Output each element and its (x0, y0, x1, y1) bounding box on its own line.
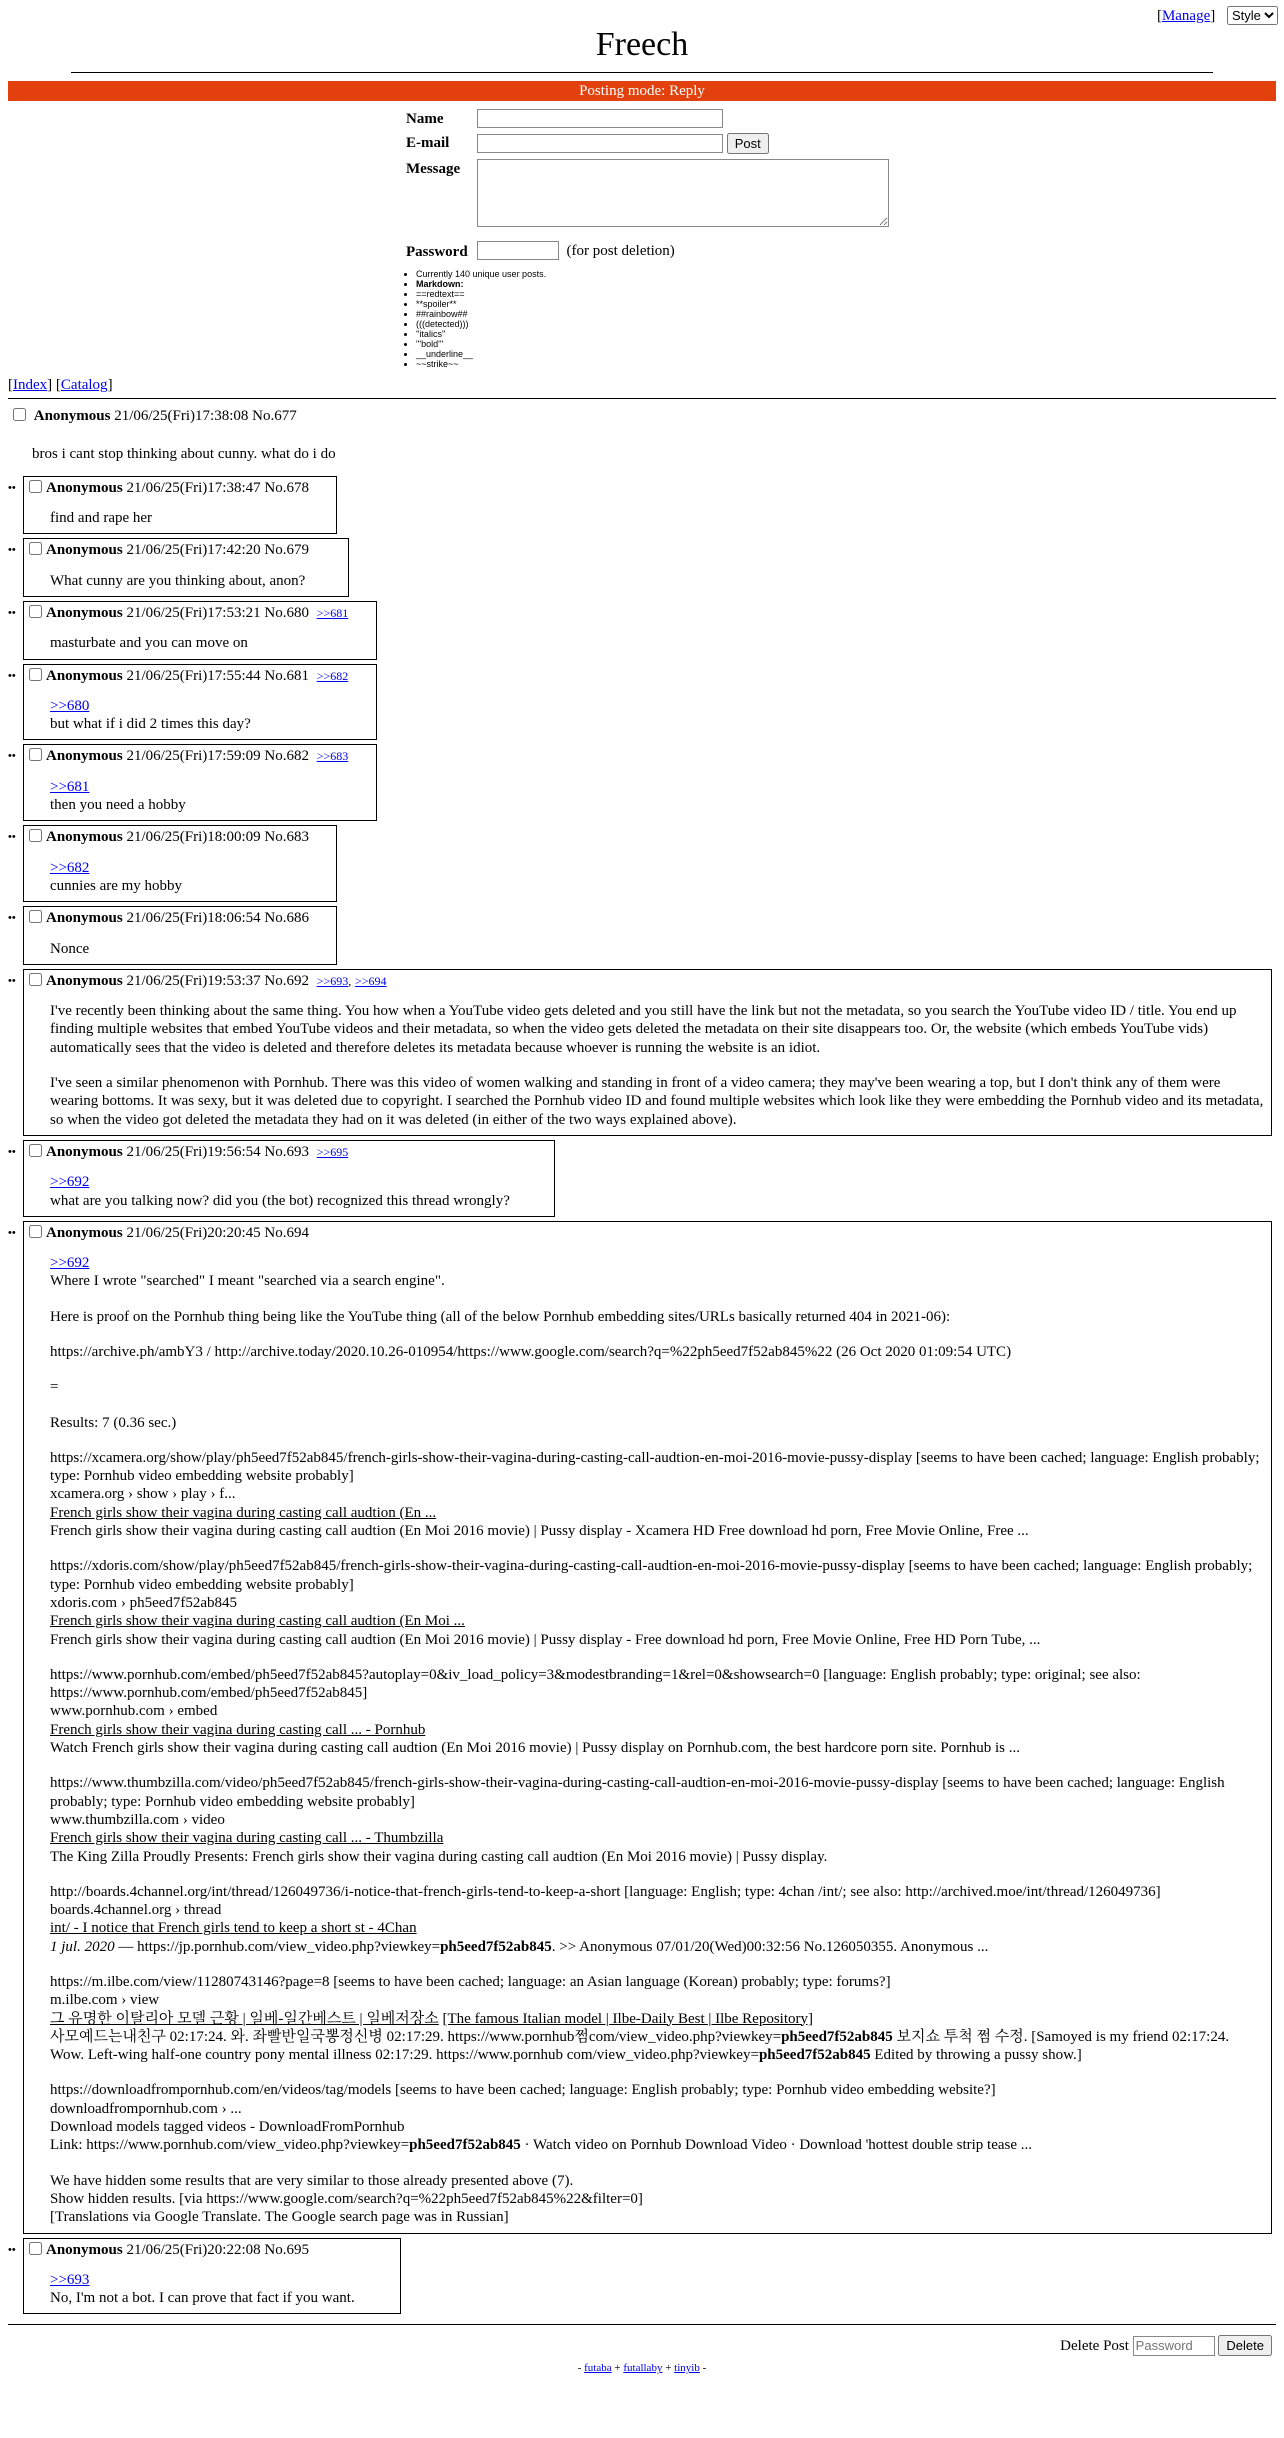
post-text: cunnies are my hobby (50, 877, 183, 894)
reply-box (23, 825, 337, 902)
post-select-checkbox[interactable] (29, 910, 42, 923)
post-message (50, 1173, 548, 1210)
reply-box (23, 1140, 555, 1217)
search-result-title: French girls show their vagina during casting call ... - Thumbzilla (50, 1830, 444, 1847)
poster-name: Anonymous (46, 748, 123, 765)
header-divider (71, 72, 1213, 73)
poster-name: Anonymous (46, 972, 123, 989)
reply-marker: •• (8, 750, 16, 763)
post-select-checkbox[interactable] (29, 542, 42, 555)
backlink[interactable]: >>695 (316, 1144, 349, 1159)
post-paragraph: https://archive.ph/ambY3 / http://archive.today/2020.10.26-010954/https://www.google.com/search?q=%22ph5eed7f52ab845%22 (26 Oct 2020 01:09:54 UTC) (50, 1343, 1012, 1360)
reply-post (8, 825, 1284, 902)
rules-item: • __underline__ (416, 349, 1284, 359)
reply-box (23, 601, 377, 660)
reply-marker: •• (8, 669, 16, 682)
quote-link[interactable]: >>680 (50, 697, 90, 714)
post-message: masturbate and you can move on (50, 635, 248, 652)
poster-name: Anonymous (33, 408, 111, 425)
post-number[interactable]: No.686 (264, 910, 309, 927)
reply-post (8, 1221, 1284, 2234)
rules-item: • Currently 140 unique user posts. (416, 269, 1284, 279)
reply-box (23, 906, 337, 965)
reply-marker: •• (8, 912, 16, 925)
post-date: 21/06/25(Fri)17:42:20 (126, 542, 261, 559)
post-paragraph: We have hidden some results that are very similar to those already presented above (7). Show hidden results. [via https://www.google.com/search?q=%22ph5eed7f52ab845%22&filter=0] [Translations via Google Translate. The Google search page was in Russian] (50, 2172, 643, 2226)
poster-name: Anonymous (46, 1224, 123, 1241)
backlink[interactable]: >>682 (316, 668, 349, 683)
reply-box (23, 1221, 1272, 2234)
index-link[interactable]: Index (13, 376, 48, 393)
password-field[interactable] (477, 241, 559, 260)
email-field[interactable] (477, 134, 723, 153)
futaba-link[interactable]: futaba (584, 2362, 612, 2375)
thread-divider (8, 398, 1276, 399)
post-number[interactable]: No.682 (264, 748, 309, 765)
rules-item: • Markdown: (416, 279, 1284, 289)
password-label: Password (406, 243, 468, 260)
poster-name: Anonymous (46, 1143, 123, 1160)
quote-link[interactable]: >>692 (50, 1174, 90, 1191)
style-select[interactable] (1227, 6, 1278, 25)
credits: - futaba + futallaby + tinyib - (577, 2362, 707, 2375)
email-label: E-mail (406, 135, 450, 152)
post-date: 21/06/25(Fri)18:06:54 (126, 910, 261, 927)
post-message (50, 2271, 394, 2308)
reply-post (8, 538, 1284, 597)
reply-box (23, 538, 349, 597)
message-label: Message (406, 161, 461, 178)
quote-link[interactable]: >>692 (50, 1255, 90, 1272)
rules-item: • ==redtext== (416, 289, 1284, 299)
futallaby-link[interactable]: futallaby (623, 2362, 663, 2375)
name-field[interactable] (477, 109, 723, 128)
reply-marker: •• (8, 1226, 16, 1239)
reply-post (8, 601, 1284, 660)
post-date: 21/06/25(Fri)17:38:47 (126, 479, 261, 496)
reply-marker: •• (8, 1145, 16, 1158)
post-message (50, 859, 330, 896)
post-paragraph: I've recently been thinking about the same thing. You how when a YouTube video gets deleted and you still have the link but not the metadata, so you search the YouTube video ID / title. You end up finding multiple websites that embed YouTube videos and their metadata, so when the video gets deleted the metadata on their site disappears too. Or, the website (which embeds YouTube vids) automatically sees that the video is deleted and therefore deletes its metadata because whoever is running the website is an idiot. (50, 1003, 1237, 1056)
post-message (50, 778, 370, 815)
reply-marker: •• (8, 974, 16, 987)
post-date: 21/06/25(Fri)17:55:44 (126, 667, 261, 684)
post-text: No, I'm not a bot. I can prove that fact if you want. (50, 2290, 355, 2307)
reply-box (23, 664, 377, 741)
search-result-title: French girls show their vagina during casting call audtion (En Moi ... (50, 1613, 465, 1630)
quote-link[interactable]: >>682 (50, 859, 90, 876)
post-message: find and rape her (50, 510, 153, 527)
posting-rules (416, 269, 1284, 369)
delete-password-field[interactable] (1133, 2336, 1215, 2356)
post-date: 21/06/25(Fri)20:22:08 (126, 2241, 261, 2258)
search-result: https://xcamera.org/show/play/ph5eed7f52ab845/french-girls-show-their-vagina-during-casting-call-audtion-en-moi-2016-movie-pussy-display [seems to have been cached; language: English probably; type: Pornhub video embedding website probably] xcamera.org › show › play › f... French girls show their vagina during casting call audtion (En ... French girls show their vagina during casting call audtion (En Moi 2016 movie) | Pussy display - Xcamera HD Free download hd porn, Free Movie Online, Free ... (50, 1449, 1260, 1540)
post-form (402, 105, 893, 265)
post-message (50, 1002, 1265, 1129)
search-result-title: French girls show their vagina during casting call ... - Pornhub (50, 1721, 426, 1738)
post-message (50, 1254, 1265, 2226)
reply-post (8, 744, 1284, 821)
post-date: 21/06/25(Fri)17:59:09 (126, 748, 261, 765)
op-post (12, 407, 1284, 464)
post-paragraph: >>692 Where I wrote "searched" I meant "searched via a search engine". (50, 1255, 445, 1290)
poster-name: Anonymous (46, 604, 123, 621)
search-result: https://www.pornhub.com/embed/ph5eed7f52ab845?autoplay=0&iv_load_policy=3&modestbranding=1&rel=0&showsearch=0 [language: English probably; type: original; see also: https://www.pornhub.com/embed/ph5eed7f52ab845] www.pornhub.com › embed French girls show their vagina during casting call ... - Pornhub Watch French girls show their vagina during casting call audtion (En Moi 2016 movie) | Pussy display on Pornhub.com, the best hardcore porn site. Pornhub is ... (50, 1666, 1141, 1757)
delete-post-label: Delete Post (1060, 2338, 1129, 2355)
post-button[interactable]: Post (727, 133, 769, 154)
footer-divider (8, 2324, 1276, 2325)
reply-marker: •• (8, 831, 16, 844)
poster-name: Anonymous (46, 2241, 123, 2258)
reply-post (8, 664, 1284, 741)
search-result: https://downloadfrompornhub.com/en/videos/tag/models [seems to have been cached; language: English probably; type: Pornhub video embedding website?] downloadfrompornhub.com › ... Download models tagged videos - DownloadFromPornhub Link: https://www.pornhub.com/view_video.php?viewkey=ph5eed7f52ab845 · Watch video on Pornhub Download Video · Download 'hottest double strip tease ... (50, 2082, 1033, 2154)
poster-name: Anonymous (46, 542, 123, 559)
reply-box (23, 476, 337, 535)
post-paragraph: Results: 7 (0.36 sec.) (50, 1414, 177, 1431)
post-select-checkbox[interactable] (29, 973, 42, 986)
name-label: Name (406, 111, 444, 127)
post-number[interactable]: No.677 (252, 408, 297, 425)
post-number[interactable]: No.683 (264, 829, 309, 846)
backlink[interactable]: >>683 (316, 749, 349, 764)
rules-item: • ~~strike~~ (416, 359, 1284, 369)
delete-post-form (0, 2335, 1272, 2356)
reply-post (8, 969, 1284, 1136)
reply-post (8, 476, 1284, 535)
quote-link[interactable]: >>681 (50, 778, 90, 795)
search-result-title: int/ - I notice that French girls tend to keep a short st - 4Chan (50, 1920, 417, 1937)
post-select-checkbox[interactable] (29, 668, 42, 681)
post-message: Nonce (50, 940, 90, 957)
post-number[interactable]: No.678 (264, 479, 309, 496)
posting-mode-banner: Posting mode: Reply (8, 81, 1276, 101)
post-date: 21/06/25(Fri)17:38:08 (114, 408, 249, 425)
thread-nav: [Index] [Catalog] (8, 376, 113, 393)
top-right-controls: [Manage] Style (1157, 6, 1278, 25)
post-date: 21/06/25(Fri)19:53:37 (126, 972, 261, 989)
search-result-title: 그 유명한 이탈리아 모델 근황 | 일베-일간베스트 | 일베저장소 (50, 2010, 439, 2027)
rules-item: • (((detected))) (416, 319, 1284, 329)
search-result-title: Download models tagged videos - DownloadFromPornhub (50, 2119, 405, 2136)
search-result-title: French girls show their vagina during casting call audtion (En ... (50, 1504, 437, 1521)
rules-item: • **spoiler** (416, 299, 1284, 309)
rules-item: • ''italics'' (416, 329, 1284, 339)
post-select-checkbox[interactable] (29, 480, 42, 493)
backlink[interactable]: >>693 (316, 973, 349, 988)
post-select-checkbox[interactable] (29, 829, 42, 842)
post-number[interactable]: No.693 (264, 1143, 309, 1160)
post-number[interactable]: No.679 (264, 542, 309, 559)
post-select-checkbox[interactable] (29, 748, 42, 761)
poster-name: Anonymous (46, 479, 123, 496)
tinyib-link[interactable]: tinyib (674, 2362, 700, 2375)
reply-marker: •• (8, 544, 16, 557)
password-hint: (for post deletion) (566, 243, 675, 260)
post-select-checkbox[interactable] (13, 408, 26, 421)
catalog-link[interactable]: Catalog (60, 376, 108, 393)
post-date: 21/06/25(Fri)18:00:09 (126, 829, 261, 846)
post-message: What cunny are you thinking about, anon? (50, 572, 306, 589)
post-select-checkbox[interactable] (29, 1225, 42, 1238)
post-number[interactable]: No.694 (264, 1224, 309, 1241)
post-message (50, 697, 370, 734)
reply-post (8, 2238, 1284, 2315)
post-date: 21/06/25(Fri)17:53:21 (126, 604, 261, 621)
search-result: https://www.thumbzilla.com/video/ph5eed7f52ab845/french-girls-show-their-vagina-during-casting-call-audtion-en-moi-2016-movie-pussy-display [seems to have been cached; language: English probably; type: Pornhub video embedding website probably] www.thumbzilla.com › video French girls show their vagina during casting call ... - Thumbzilla The King Zilla Proudly Presents: French girls show their vagina during casting call audtion (En Moi 2016 movie) | Pussy display. (50, 1775, 1225, 1865)
quote-link[interactable]: >>693 (50, 2271, 90, 2288)
board-title: Freech (595, 26, 689, 63)
post-select-checkbox[interactable] (29, 1144, 42, 1157)
post-number[interactable]: No.692 (264, 972, 309, 989)
rules-item: • '''bold''' (416, 339, 1284, 349)
search-result: https://xdoris.com/show/play/ph5eed7f52ab845/french-girls-show-their-vagina-during-casting-call-audtion-en-moi-2016-movie-pussy-display [seems to have been cached; language: English probably; type: Pornhub video embedding website probably] xdoris.com › ph5eed7f52ab845 French girls show their vagina during casting call audtion (En Moi ... French girls show their vagina during casting call audtion (En Moi 2016 movie) | Pussy display - Free download hd porn, Free Movie Online, Free HD Porn Tube, ... (50, 1558, 1253, 1648)
post-number[interactable]: No.680 (264, 604, 309, 621)
post-date: 21/06/25(Fri)20:20:45 (126, 1224, 261, 1241)
post-text: but what if i did 2 times this day? (50, 716, 251, 733)
post-number[interactable]: No.681 (264, 667, 309, 684)
search-result: https://m.ilbe.com/view/11280743146?page=8 [seems to have been cached; language: an Asian language (Korean) probably; type: forums?] m.ilbe.com › view 그 유명한 이탈리아 모델 근황 | 일베-일간베스트 | 일베저장소 [The famous Italian model | Ilbe-Daily Best | Ilbe Repository] 사모예드는내친구 02:17:24. 와. 좌빨반일국뽕정신병 02:17:29. https://www.pornhub쩜com/view_video.php?viewkey=ph5eed7f52ab845 보지쇼 투척 쩜 수정. [Samoyed is my friend 02:17:24. Wow. Left-wing half-one country pony mental illness 02:17:29. https://www.pornhub com/view_video.php?viewkey=ph5eed7f52ab845 Edited by throwing a pussy show.] (50, 1974, 1230, 2064)
rules-item: • ##rainbow## (416, 309, 1284, 319)
reply-post (8, 1140, 1284, 1217)
poster-name: Anonymous (46, 829, 123, 846)
post-paragraph: Here is proof on the Pornhub thing being like the YouTube thing (all of the below Pornhub embedding sites/URLs basically returned 404 in 2021-06): (50, 1308, 951, 1325)
backlink[interactable]: >>681 (316, 605, 349, 620)
post-paragraph: I've seen a similar phenomenon with Pornhub. There was this video of women walking and standing in front of a video camera; they may've been wearing a top, but I don't think any of them were wearing bottoms. It was sexy, but it was deleted due to copyright. I searched the Pornhub video ID and found multiple websites which look like they were embedding the Pornhub video and its metadata, so when the video got deleted the metadata they had on it was deleted (in either of the two ways explained above). (50, 1075, 1264, 1128)
post-select-checkbox[interactable] (29, 2242, 42, 2255)
reply-box (23, 2238, 401, 2315)
post-select-checkbox[interactable] (29, 605, 42, 618)
post-paragraph: = (50, 1379, 59, 1396)
search-result: http://boards.4channel.org/int/thread/126049736/i-notice-that-french-girls-tend-to-keep-a-short [language: English; type: 4chan /int/; see also: http://archived.moe/int/thread/126049736] boards.4channel.org › thread int/ - I notice that French girls tend to keep a short st - 4Chan 1 jul. 2020 — https://jp.pornhub.com/view_video.php?viewkey=ph5eed7f52ab845. >> Anonymous 07/01/20(Wed)00:32:56 No.126050355. Anonymous ... (50, 1883, 1161, 1955)
reply-marker: •• (8, 2243, 16, 2256)
reply-marker: •• (8, 606, 16, 619)
post-message: bros i cant stop thinking about cunny. what do i do (32, 446, 336, 463)
manage-link[interactable]: Manage (1161, 8, 1211, 24)
post-text: then you need a hobby (50, 797, 186, 814)
message-field[interactable] (477, 159, 889, 227)
reply-post (8, 906, 1284, 965)
post-date: 21/06/25(Fri)19:56:54 (126, 1143, 261, 1160)
reply-marker: •• (8, 481, 16, 494)
post-text: what are you talking now? did you (the bot) recognized this thread wrongly? (50, 1192, 510, 1209)
reply-box: Anonymous 21/06/25(Fri)19:53:37 No.692 >>693, >>694 I've recently been thinking about the same thing. You how when a YouTube video gets deleted and you still have the link but not the metadata, so you search the YouTube video ID / title. You end up finding multiple websites that embed YouTube videos and their metadata, so when the video gets deleted the metadata on their site disappears too. Or, the website (which embeds YouTube vids) automatically sees that the video is deleted and therefore deletes its metadata because whoever is running the website is an idiot. I've seen a similar phenomenon with Pornhub. There was this video of women walking and standing in front of a video camera; they may've been wearing a top, but I don't think any of them were wearing bottoms. It was sexy, but it was deleted due to copyright. I searched the Pornhub video ID and found multiple websites which look like they were embedding the Pornhub video and its metadata, so when the video got deleted the metadata they had on it was deleted (in either of the two ways explained above). (23, 969, 1272, 1136)
backlink[interactable]: >>694 (355, 973, 387, 988)
reply-box (23, 744, 377, 821)
delete-button[interactable]: Delete (1218, 2335, 1272, 2356)
post-number[interactable]: No.695 (264, 2241, 309, 2258)
poster-name: Anonymous (46, 910, 123, 927)
poster-name: Anonymous (46, 667, 123, 684)
